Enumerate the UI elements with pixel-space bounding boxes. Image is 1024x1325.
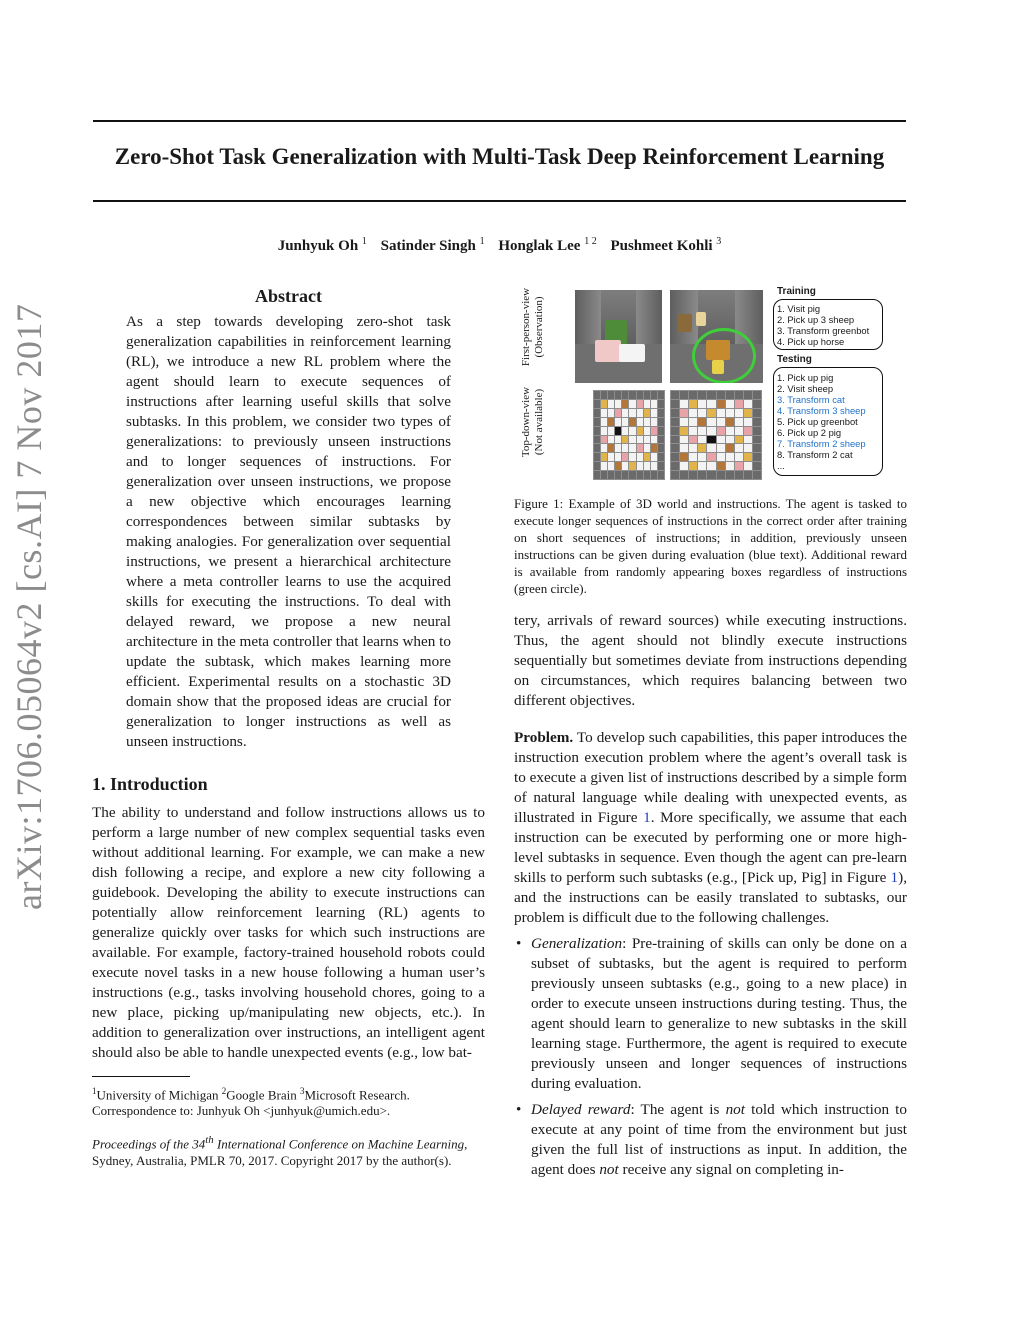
author: Pushmeet Kohli $^3$ xyxy=(610,236,722,254)
fpv-label: First-person-view (Observation) xyxy=(520,287,545,367)
testing-instruction: 8. Transform 2 cat xyxy=(777,449,853,460)
abstract-heading: Abstract xyxy=(255,286,322,306)
footnote-rule xyxy=(92,1076,190,1077)
testing-instructions-box xyxy=(773,367,883,476)
testing-instruction: 2. Visit sheep xyxy=(777,383,834,394)
testing-instruction-unseen: 7. Transform 2 sheep xyxy=(777,438,866,449)
paper-title: Zero-Shot Task Generalization with Multi-Task Deep Reinforcement Learning xyxy=(114,144,885,169)
arxiv-identifier: arXiv:1706.05064v2 [cs.AI] 7 Nov 2017 xyxy=(9,303,49,910)
figure-1-caption: Figure 1: Example of 3D world and instructions. The agent is tasked to execute longer sequences of instructions in the correct order after training on short sequences of instructions; in addition, previously unseen instructions can be given during evaluation (blue text). Additional reward is available from randomly appearing boxes regardless of instructions (green circle). xyxy=(514,496,907,596)
training-instruction: 1. Visit pig xyxy=(777,303,821,314)
top-down-grid-1 xyxy=(593,390,665,480)
testing-instruction-unseen: 3. Transform cat xyxy=(777,394,845,405)
author: Junhyuk Oh $^1$ xyxy=(277,236,367,254)
testing-instruction: 6. Pick up 2 pig xyxy=(777,427,842,438)
author: Satinder Singh $^1$ xyxy=(380,236,485,254)
bullet-icon: • xyxy=(516,935,522,952)
problem-paragraph: Problem. To develop such capabilities, this paper introduces the instruction execution problem where the agent’s overall task is to execute a given list of instructions described by a simple form of natural language while dealing with unexpected events, as illustrated in Figure 1. More specifically, we assume that each instruction can be executed by performing one or more high-level subtasks in sequence. Even though the agent can pre-learn skills to perform such subtasks (e.g., [Pick up, Pig] in Figure 1), and the instructions can be easily translated to subtasks, our problem is difficult due to the following challenges. xyxy=(514,729,908,926)
problem-label: Problem. xyxy=(514,729,574,746)
author: Honglak Lee $^{1 2}$ xyxy=(498,236,597,254)
introduction-text: The ability to understand and follow instructions allows us to perform a large number of new complex sequential tasks even without additional learning. For example, we can make a new dish following a recipe, and explore a new city following a guidebook. Developing the ability to execute instructions can potentially allow reinforcement learning (RL) agents to generalize quickly over tasks for which such instructions are available. For example, factory-trained household robots could execute novel tasks in a new house following a human user’s instructions (e.g., tasks involving household chores, going to a new place, picking up/manipulating new objects, etc.). In addition to generalization over instructions, an intelligent agent should also be able to handle unexpected events (e.g., low bat- xyxy=(92,804,485,1061)
first-person-view-image-1 xyxy=(575,290,662,383)
abstract-text: As a step towards developing zero-shot task generalization capabilities in reinforcement learning (RL), we introduce a new RL problem where the agent should learn to execute sequences of instructions after learning useful skills that solve subtasks. In this problem, we consider two types of generalizations: to previously unseen instructions and to longer sequences of instructions. For generalization over unseen instructions, we propose a new objective which encourages learning correspondences between similar subtasks by making analogies. For generalization over sequential instructions, we present a hierarchical architecture where a meta controller learns to use the acquired skills for executing the instructions. To deal with delayed reward, we propose a new neural architecture in the meta controller that learns when to update the subtask, which makes learning more efficient. Experimental results on a stochastic 3D domain show that the proposed ideas are crucial for generalization to longer instructions as well as unseen instructions. xyxy=(126,313,451,750)
testing-title: Testing xyxy=(777,354,812,365)
figure-reference-link[interactable]: 1 xyxy=(890,869,899,886)
introduction-heading: 1. Introduction xyxy=(92,774,208,794)
training-instruction: 3. Transform greenbot xyxy=(777,325,870,336)
author-list xyxy=(93,236,906,255)
correspondence: Correspondence to: Junhyuk Oh <junhyuk@umich.edu>. xyxy=(92,1103,391,1119)
bullet-icon: • xyxy=(516,1101,522,1118)
right-column xyxy=(514,286,907,1186)
testing-instruction: 5. Pick up greenbot xyxy=(777,416,858,427)
figure-reference-link[interactable]: 1 xyxy=(643,809,651,826)
training-title: Training xyxy=(777,286,816,297)
left-column xyxy=(92,286,485,1169)
challenge-delayed-reward: • Delayed reward: The agent is not told which instruction to execute at any point of time from the environment but just given the full list of instructions as input. In addition, the agent does not receive any signal on completing in- xyxy=(516,1101,907,1178)
proceedings-note: Proceedings of the 34th International Conference on Machine Learning, Sydney, Australia, PMLR 70, 2017. Copyright 2017 by the author(s). xyxy=(92,1134,468,1168)
testing-instruction: 1. Pick up pig xyxy=(777,372,834,383)
training-instructions-box xyxy=(773,299,883,350)
intro-continuation: tery, arrivals of reward sources) while executing instructions. Thus, the agent should not blindly execute instructions sequentially but sometimes deviate from instructions depending on circumstances, which requires balancing between two different objectives. xyxy=(514,612,907,709)
first-person-view-image-2 xyxy=(670,290,763,383)
training-instruction-list xyxy=(777,303,869,347)
title-rule-bottom xyxy=(93,200,906,202)
figure-1 xyxy=(514,286,907,481)
training-instruction: 2. Pick up 3 sheep xyxy=(777,314,855,325)
challenge-generalization: • Generalization: Pre-training of skills can only be done on a subset of subtasks, but the agent is required to perform previously unseen subtasks (e.g., going to a new place) in order to execute unseen instructions during testing. Thus, the agent should learn to generalize to new subtasks in the skill learning stage. Furthermore, the agent is required to execute previously unseen and longer sequences of instructions during evaluation. xyxy=(516,935,907,1092)
top-down-label: Top-down-view (Not available) xyxy=(520,386,545,458)
testing-instruction-list xyxy=(777,372,866,471)
title-rule-top xyxy=(93,120,906,122)
challenge-list xyxy=(514,934,907,1180)
testing-instruction: ... xyxy=(777,460,785,471)
top-down-grid-2 xyxy=(670,390,762,480)
training-instruction: 4. Pick up horse xyxy=(777,336,845,347)
affiliation-footnote: $^1$University of Michigan $^2$Google Brain $^3$Microsoft Research. Correspondence to: Junhyuk Oh <junhyuk@umich.edu>. xyxy=(92,1086,410,1119)
testing-instruction-unseen: 4. Transform 3 sheep xyxy=(777,405,866,416)
